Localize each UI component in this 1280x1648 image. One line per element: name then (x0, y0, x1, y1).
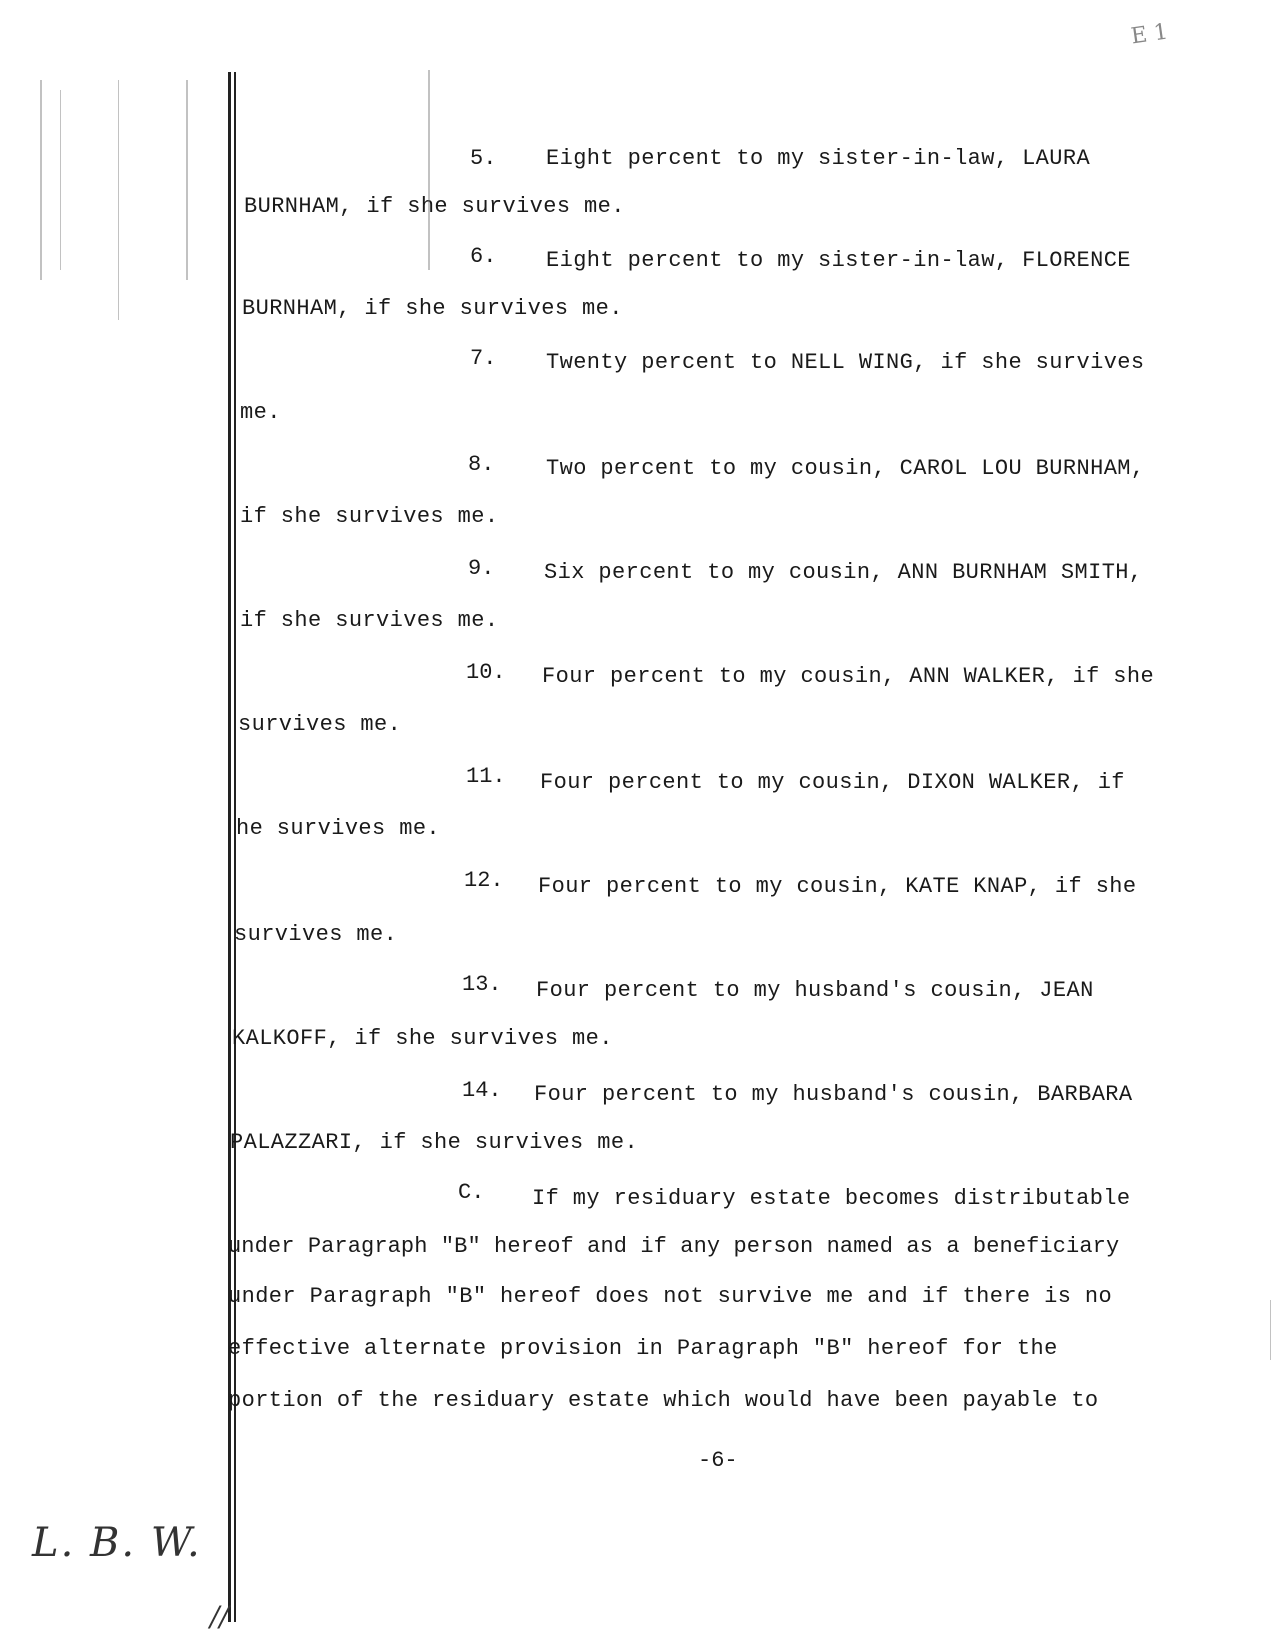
item-text-second: KALKOFF, if she survives me. (232, 1026, 613, 1051)
item-text-first: Four percent to my cousin, ANN WALKER, if she (542, 664, 1155, 689)
item-text-second: he survives me. (236, 816, 441, 841)
item-text-first: Four percent to my husband's cousin, BARBARA (534, 1082, 1133, 1107)
item-text-second: BURNHAM, if she survives me. (242, 296, 623, 321)
item-number: 11. (466, 764, 506, 789)
scan-noise (186, 80, 188, 280)
scan-noise (1270, 1300, 1271, 1360)
scan-noise (60, 90, 61, 270)
item-text-first: Two percent to my cousin, CAROL LOU BURNHAM, (546, 456, 1145, 481)
item-text-first: Four percent to my cousin, KATE KNAP, if she (538, 874, 1137, 899)
item-number: 5. (470, 146, 497, 171)
item-text-second: me. (240, 400, 281, 425)
item-number: 6. (470, 244, 497, 269)
item-text-second: survives me. (234, 922, 398, 947)
bottom-handwritten-mark: // (210, 1600, 229, 1633)
item-text-first: Twenty percent to NELL WING, if she survives (546, 350, 1145, 375)
item-number: 12. (464, 868, 504, 893)
item-text-first: Eight percent to my sister-in-law, FLORENCE (546, 248, 1131, 273)
item-text-first: Six percent to my cousin, ANN BURNHAM SMITH, (544, 560, 1143, 585)
item-text-second: PALAZZARI, if she survives me. (230, 1130, 639, 1155)
item-text-first: Four percent to my cousin, DIXON WALKER, if (540, 770, 1125, 795)
page-number: -6- (698, 1448, 738, 1473)
corner-handwritten-mark: E 1 (1129, 19, 1170, 50)
item-number: 13. (462, 972, 502, 997)
handwritten-initials: L. B. W. (32, 1520, 202, 1566)
paragraph-label: C. (458, 1180, 485, 1205)
paragraph-line: If my residuary estate becomes distributable (532, 1186, 1131, 1211)
item-number: 8. (468, 452, 495, 477)
item-number: 10. (466, 660, 506, 685)
scan-noise (40, 80, 42, 280)
scan-noise (118, 80, 119, 320)
paragraph-line: effective alternate provision in Paragraph "B" hereof for the (228, 1336, 1058, 1361)
item-text-second: survives me. (238, 712, 402, 737)
scan-noise (428, 70, 430, 270)
paragraph-line: under Paragraph "B" hereof and if any person named as a beneficiary (228, 1234, 1120, 1259)
paragraph-line: portion of the residuary estate which would have been payable to (228, 1388, 1099, 1413)
item-number: 7. (470, 346, 497, 371)
item-text-second: if she survives me. (240, 504, 499, 529)
paragraph-line: under Paragraph "B" hereof does not survive me and if there is no (228, 1284, 1113, 1309)
item-text-first: Four percent to my husband's cousin, JEAN (536, 978, 1094, 1003)
item-number: 9. (468, 556, 495, 581)
item-text-second: BURNHAM, if she survives me. (244, 194, 625, 219)
item-number: 14. (462, 1078, 502, 1103)
item-text-first: Eight percent to my sister-in-law, LAURA (546, 146, 1091, 171)
item-text-second: if she survives me. (240, 608, 499, 633)
